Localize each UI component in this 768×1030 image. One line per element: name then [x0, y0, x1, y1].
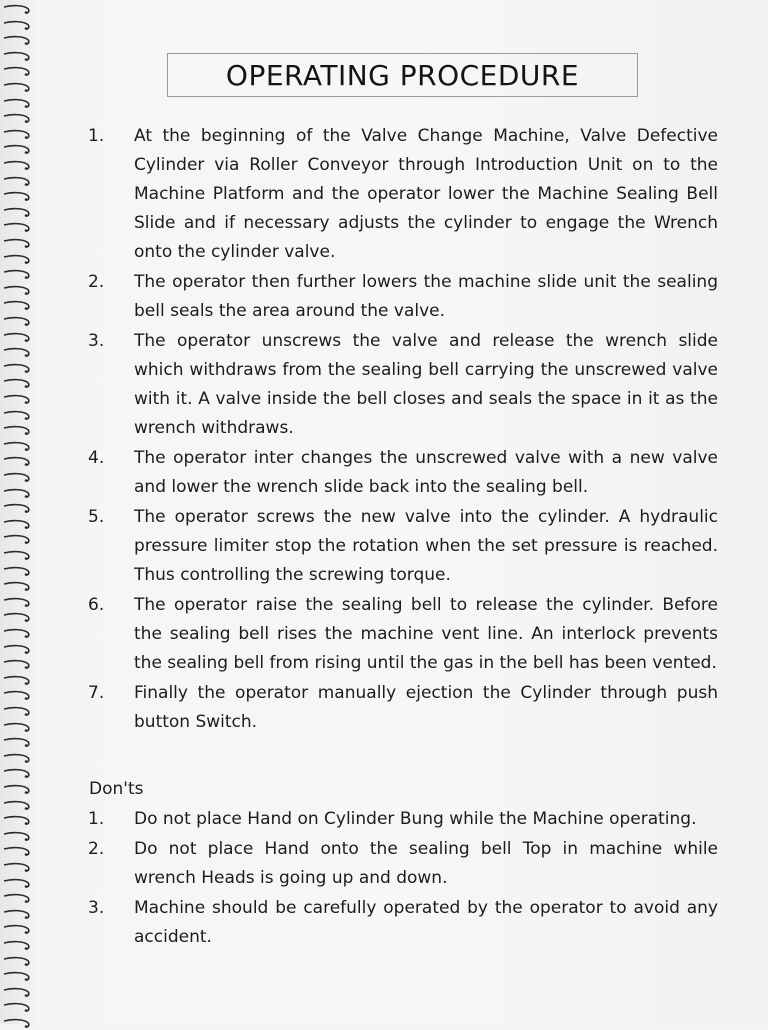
procedure-item [88, 591, 728, 678]
binding-coil [2, 378, 32, 390]
procedure-item [88, 268, 728, 326]
binding-coil [2, 285, 32, 297]
binding-coil [2, 144, 32, 156]
binding-coil [2, 550, 32, 562]
procedure-item-text: The operator screws the new valve into the cylinder. A hydraulic pressure limiter stop the rotation when the set pressure is reached. Thus controlling the screwing torque. [134, 507, 718, 585]
donts-item [88, 835, 728, 893]
binding-coil [2, 316, 32, 328]
binding-coil [2, 160, 32, 172]
binding-coil [2, 675, 32, 687]
binding-coil [2, 878, 32, 890]
binding-coil [2, 1018, 32, 1030]
binding-coil [2, 519, 32, 531]
procedure-item-number: 7. [88, 683, 105, 703]
binding-coil [2, 347, 32, 359]
procedure-item-text: Finally the operator manually ejection the Cylinder through push button Switch. [134, 683, 718, 732]
binding-coil [2, 862, 32, 874]
binding-coil [2, 51, 32, 63]
binding-coil [2, 534, 32, 546]
binding-coil [2, 628, 32, 640]
procedure-item-number: 6. [88, 595, 105, 615]
binding-coil [2, 98, 32, 110]
binding-coil [2, 363, 32, 375]
binding-coil [2, 644, 32, 656]
binding-coil [2, 20, 32, 32]
binding-coil [2, 924, 32, 936]
binding-coil [2, 956, 32, 968]
binding-coil [2, 940, 32, 952]
procedure-item-text: The operator then further lowers the machine slide unit the sealing bell seals the area around the valve. [134, 272, 718, 321]
procedure-item-number: 5. [88, 507, 105, 527]
procedure-item [88, 503, 728, 590]
donts-list [88, 805, 728, 953]
binding-coil [2, 831, 32, 843]
donts-item-number: 1. [88, 809, 105, 829]
binding-coil [2, 753, 32, 765]
binding-coil [2, 66, 32, 78]
procedure-item [88, 122, 728, 267]
binding-coil [2, 441, 32, 453]
binding-coil [2, 191, 32, 203]
binding-coil [2, 332, 32, 344]
binding-coil [2, 207, 32, 219]
binding-coil [2, 971, 32, 983]
binding-coil [2, 410, 32, 422]
binding-coil [2, 706, 32, 718]
binding-coil [2, 82, 32, 94]
procedure-item-text: The operator raise the sealing bell to release the cylinder. Before the sealing bell rises the machine vent line. An interlock prevents the sealing bell from rising until the gas in the bell has been vented. [134, 595, 718, 673]
binding-coil [2, 222, 32, 234]
binding-coil [2, 129, 32, 141]
binding-coil [2, 893, 32, 905]
donts-heading: Don'ts [89, 779, 144, 799]
binding-coil [2, 269, 32, 281]
binding-coil [2, 35, 32, 47]
procedure-item-number: 1. [88, 126, 105, 146]
spiral-binding [0, 0, 36, 1024]
page-title: OPERATING PROCEDURE [225, 58, 580, 92]
binding-coil [2, 113, 32, 125]
binding-coil [2, 722, 32, 734]
binding-coil [2, 800, 32, 812]
binding-coil [2, 566, 32, 578]
binding-coil [2, 503, 32, 515]
binding-coil [2, 472, 32, 484]
procedure-item-text: The operator inter changes the unscrewed valve with a new valve and lower the wrench slide back into the sealing bell. [134, 448, 718, 497]
donts-item-number: 3. [88, 898, 105, 918]
donts-item-number: 2. [88, 839, 105, 859]
binding-coil [2, 768, 32, 780]
binding-coil [2, 581, 32, 593]
binding-coil [2, 4, 32, 16]
binding-coil [2, 737, 32, 749]
binding-coil [2, 690, 32, 702]
procedure-item [88, 444, 728, 502]
procedure-item-number: 2. [88, 272, 105, 292]
procedure-item [88, 679, 728, 737]
procedure-item-number: 4. [88, 448, 105, 468]
binding-coil [2, 612, 32, 624]
donts-item-text: Do not place Hand onto the sealing bell Top in machine while wrench Heads is going up and down. [134, 839, 718, 888]
procedure-item-number: 3. [88, 331, 105, 351]
binding-coil [2, 394, 32, 406]
binding-coil [2, 425, 32, 437]
title-box [167, 53, 638, 97]
binding-coil [2, 254, 32, 266]
donts-item [88, 894, 728, 952]
procedure-item-text: At the beginning of the Valve Change Machine, Valve Defective Cylinder via Roller Conveyor through Introduction Unit on to the Machine Platform and the operator lower the Machine Sealing Bell Slide and if necessary adjusts the cylinder to engage the Wrench onto the cylinder valve. [134, 126, 718, 262]
binding-coil [2, 987, 32, 999]
donts-item-text: Machine should be carefully operated by the operator to avoid any accident. [134, 898, 718, 947]
binding-coil [2, 456, 32, 468]
binding-coil [2, 909, 32, 921]
binding-coil [2, 815, 32, 827]
binding-coil [2, 597, 32, 609]
donts-item-text: Do not place Hand on Cylinder Bung while the Machine operating. [134, 809, 697, 829]
binding-coil [2, 488, 32, 500]
binding-coil [2, 176, 32, 188]
binding-coil [2, 659, 32, 671]
procedure-list [88, 122, 728, 738]
procedure-item-text: The operator unscrews the valve and release the wrench slide which withdraws from the sealing bell carrying the unscrewed valve with it. A valve inside the bell closes and seals the space in it as the wrench withdraws. [134, 331, 718, 438]
binding-coil [2, 846, 32, 858]
binding-coil [2, 1002, 32, 1014]
binding-coil [2, 300, 32, 312]
binding-coil [2, 784, 32, 796]
binding-coil [2, 238, 32, 250]
procedure-item [88, 327, 728, 443]
donts-item [88, 805, 728, 834]
